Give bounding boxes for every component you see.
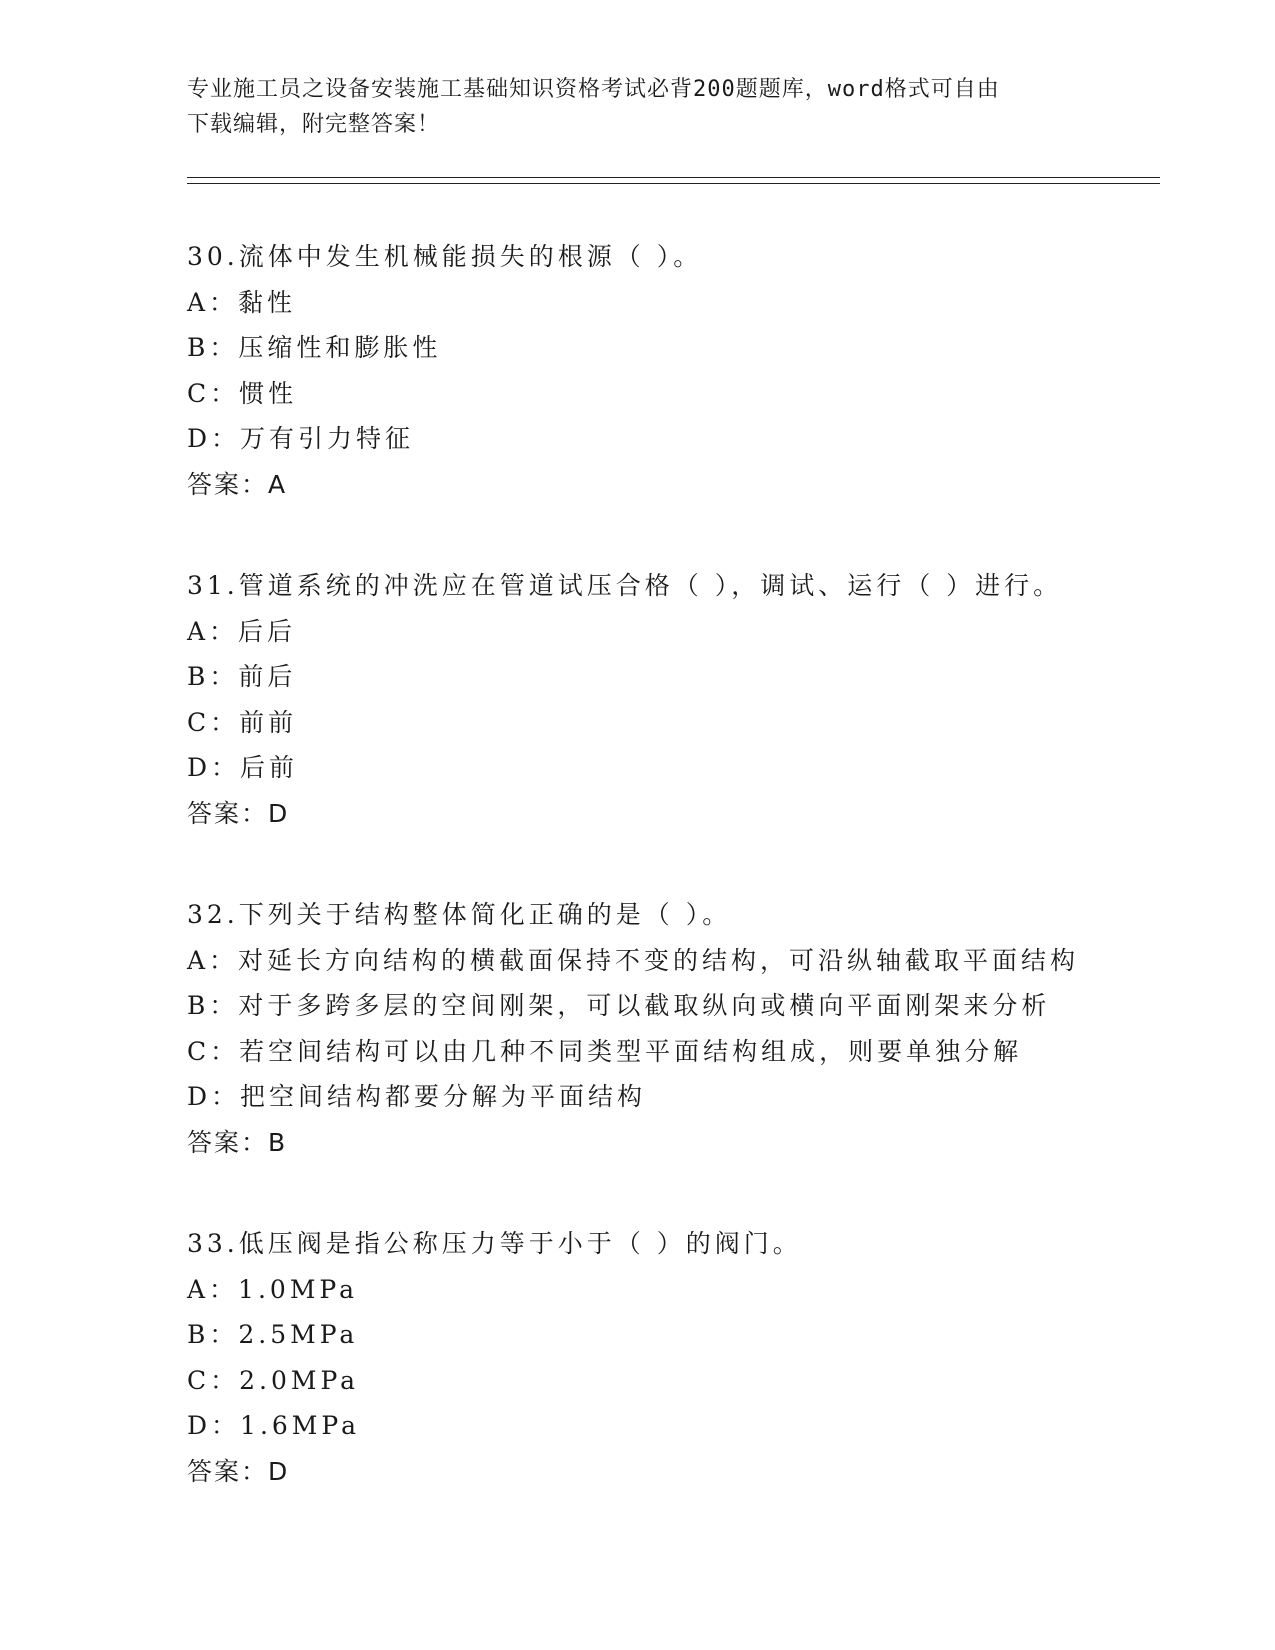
option-b: B：前后 [187, 662, 297, 691]
document-header [187, 72, 1087, 142]
option-b: B：对于多跨多层的空间刚架，可以截取纵向或横向平面刚架来分析 [187, 991, 1051, 1020]
option-c: C：若空间结构可以由几种不同类型平面结构组成，则要单独分解 [187, 1036, 1023, 1066]
answer-line: 答案：D [187, 1456, 290, 1486]
answer-line: 答案：D [187, 798, 290, 828]
question-list [187, 234, 1147, 1550]
option-d: D：万有引力特征 [187, 424, 415, 453]
question-30 [187, 234, 1147, 507]
question-31 [187, 563, 1147, 836]
option-b: B：压缩性和膨胀性 [187, 333, 442, 362]
question-stem: 33.低压阀是指公称压力等于小于（ ）的阀门。 [187, 1229, 802, 1258]
option-c: C：前前 [187, 707, 298, 737]
option-c: C：惯性 [187, 378, 298, 408]
question-32 [187, 892, 1147, 1165]
answer-line: 答案：B [187, 1127, 288, 1157]
question-stem: 32.下列关于结构整体简化正确的是（ ）。 [187, 900, 732, 929]
option-a: A：后后 [187, 616, 297, 646]
option-a: A：黏性 [187, 287, 297, 317]
option-c: C：2.0MPa [187, 1365, 360, 1395]
header-title-line-1: 专业施工员之设备安装施工基础知识资格考试必背200题题库，word格式可自由 [187, 77, 1000, 102]
question-stem: 30.流体中发生机械能损失的根源（ ）。 [187, 242, 703, 271]
answer-line: 答案：A [187, 469, 288, 499]
option-a: A：1.0MPa [187, 1274, 359, 1304]
header-divider-bottom [187, 183, 1160, 184]
option-b: B：2.5MPa [187, 1320, 359, 1349]
header-divider-top [187, 177, 1160, 178]
question-stem: 31.管道系统的冲洗应在管道试压合格（ ），调试、运行（ ）进行。 [187, 571, 1063, 600]
option-a: A：对延长方向结构的横截面保持不变的结构，可沿纵轴截取平面结构 [187, 945, 1080, 975]
header-title-line-2: 下载编辑，附完整答案！ [187, 112, 441, 137]
question-33 [187, 1221, 1147, 1494]
option-d: D：把空间结构都要分解为平面结构 [187, 1082, 647, 1111]
option-d: D：后前 [187, 753, 299, 782]
option-d: D：1.6MPa [187, 1411, 361, 1440]
